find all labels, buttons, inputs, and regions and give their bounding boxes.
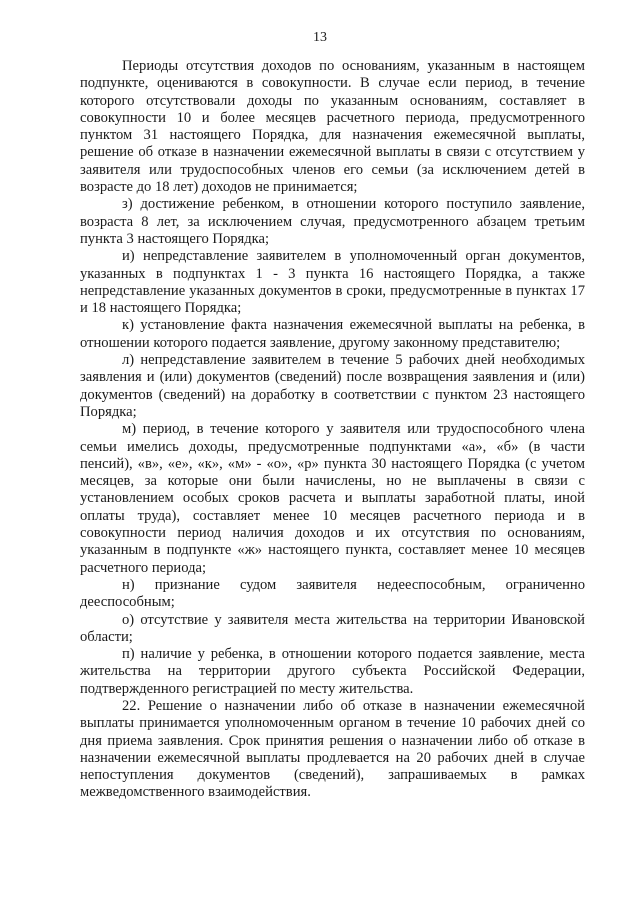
paragraph-income-absence-periods: Периоды отсутствия доходов по основаниям, указанным в настоящем подпункте, оцениваются в совокупности. В случае если период, в течение которого отсутствовали доходы по указанным основаниям, составляет в совокупности 10 и более месяцев расчетного периода, предусмотренного пунктом 31 настоящего Порядка, для назначения ежемесячной выплаты, решение об отказе в назначении ежемесячной выплаты в связи с отсутствием у заявителя или трудоспособных членов его семьи (за исключением детей в возрасте до 18 лет) доходов не принимается; bbox=[80, 58, 585, 196]
paragraph-item-m: м) период, в течение которого у заявителя или трудоспособного члена семьи имелись доходы, предусмотренные подпунктами «а», «б» (в части пенсий), «в», «е», «к», «м» - «о», «р» пункта 30 настоящего Порядка (с учетом месяцев, за которые они были начислены, но не выплачены в связи с установлением особых сроков расчета и выплаты заработной платы, иной оплаты труда), составляет менее 10 месяцев расчетного периода и в совокупности период наличия доходов и их отсутствия по основаниям, указанным в подпункте «ж» настоящего пункта, составляет менее 10 месяцев расчетного периода; bbox=[80, 421, 585, 576]
paragraph-item-n: н) признание судом заявителя недееспособным, ограниченно дееспособным; bbox=[80, 576, 585, 611]
page-number: 13 bbox=[313, 30, 327, 45]
paragraph-item-z: з) достижение ребенком, в отношении которого поступило заявление, возраста 8 лет, за исключением случая, предусмотренного абзацем третьим пункта 3 настоящего Порядка; bbox=[80, 196, 585, 247]
document-body bbox=[80, 58, 585, 802]
paragraph-clause-22: 22. Решение о назначении либо об отказе в назначении ежемесячной выплаты принимается уполномоченным органом в течение 10 рабочих дней со дня приема заявления. Срок принятия решения о назначении либо об отказе в назначении ежемесячной выплаты продлевается на 20 рабочих дней в случае непоступления документов (сведений), запрашиваемых в рамках межведомственного взаимодействия. bbox=[80, 697, 585, 801]
paragraph-item-p: п) наличие у ребенка, в отношении которого подается заявление, места жительства на территории другого субъекта Российской Федерации, подтвержденного регистрацией по месту жительства. bbox=[80, 646, 585, 697]
paragraph-item-i: и) непредставление заявителем в уполномоченный орган документов, указанных в подпунктах 1 - 3 пункта 16 настоящего Порядка, а также непредставление указанных документов в сроки, предусмотренные в пунктах 17 и 18 настоящего Порядка; bbox=[80, 248, 585, 317]
paragraph-item-l: л) непредставление заявителем в течение 5 рабочих дней необходимых заявления и (или) документов (сведений) после возвращения заявления и (или) документов (сведений) на доработку в соответствии с пунктом 23 настоящего Порядка; bbox=[80, 352, 585, 420]
paragraph-item-o: о) отсутствие у заявителя места жительства на территории Ивановской области; bbox=[80, 611, 585, 645]
paragraph-item-k: к) установление факта назначения ежемесячной выплаты на ребенка, в отношении которого подается заявление, другому законному представителю; bbox=[80, 317, 585, 351]
